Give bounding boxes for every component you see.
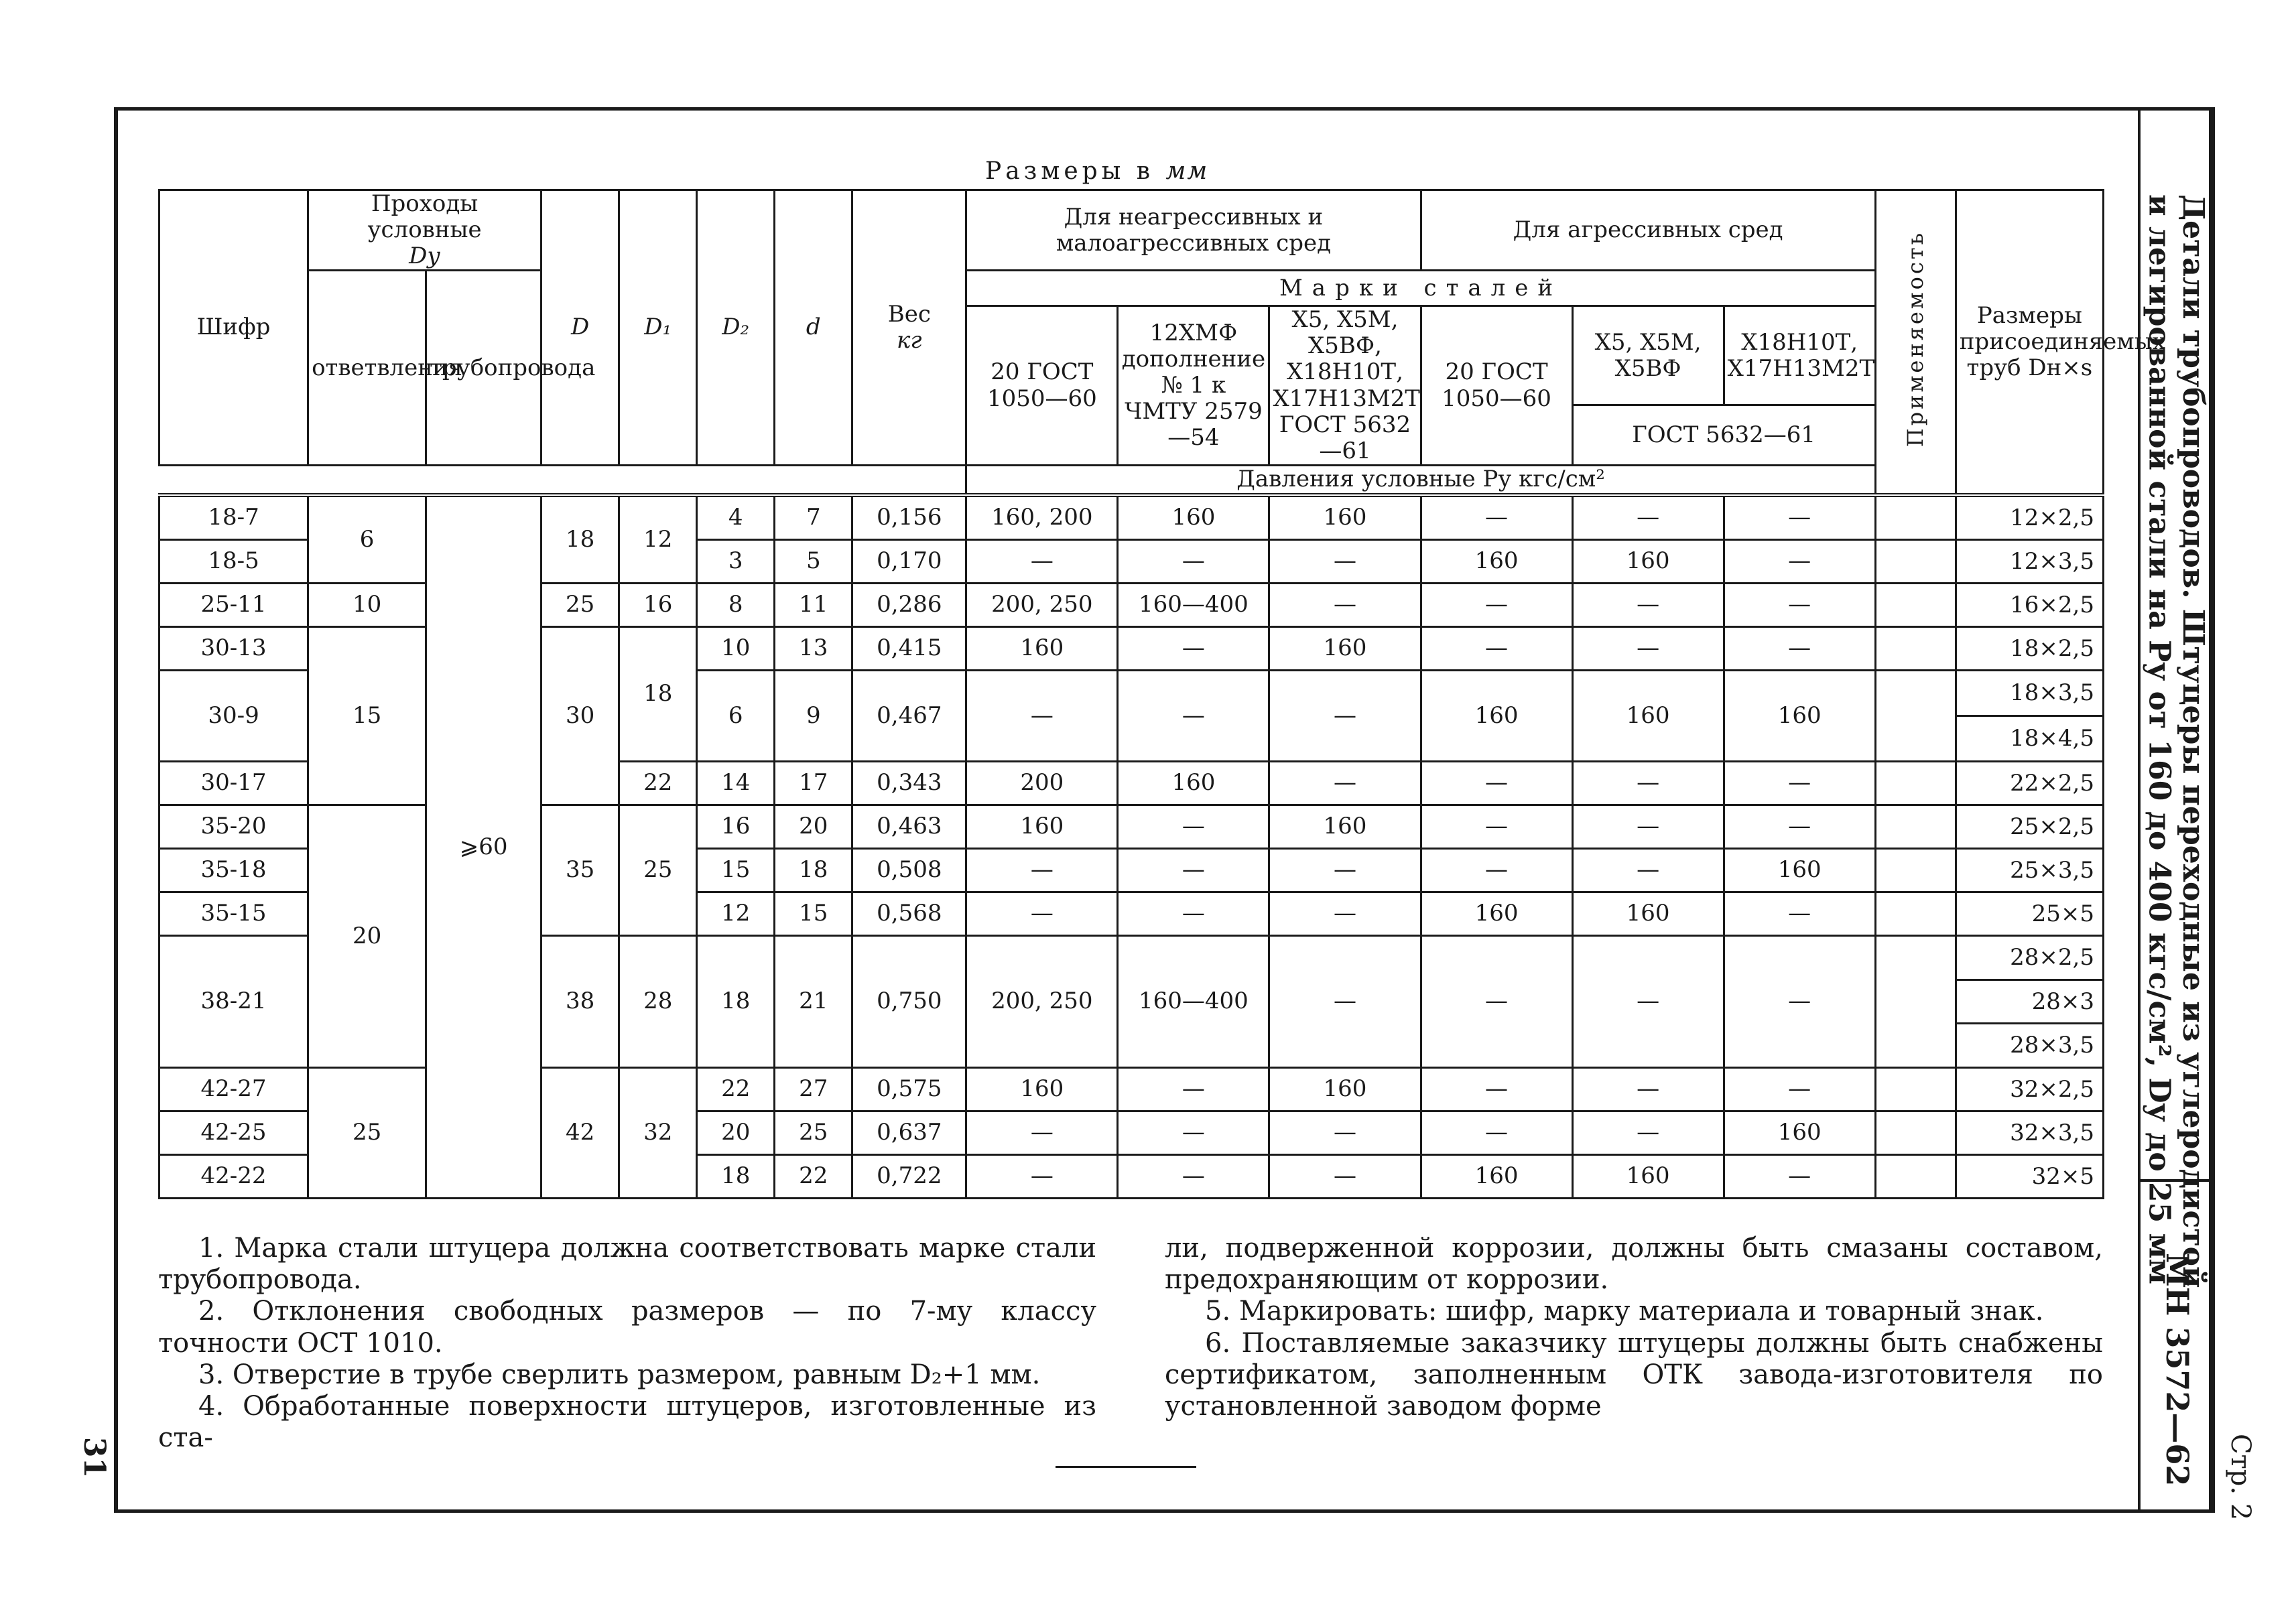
cell-sizes xyxy=(1956,892,2103,935)
cell-ves: 0,575 xyxy=(852,1067,966,1111)
footer-rule xyxy=(1056,1466,1196,1468)
cell-pressure-c1: — xyxy=(966,1154,1118,1198)
pipe-size: 12×3,5 xyxy=(2010,547,2094,575)
cell-shifr: 35-20 xyxy=(160,805,308,848)
cell-pressure-c4: 160 xyxy=(1421,1154,1572,1198)
cell-d2: 12 xyxy=(697,892,775,935)
cell-sizes xyxy=(1956,1111,2103,1154)
cell-pressure-c4: — xyxy=(1421,935,1572,1067)
cell-pressure-c2: — xyxy=(1118,1067,1269,1111)
note-3: 3. Отверстие в трубе сверлить размером, равным D₂+1 мм. xyxy=(198,1359,1041,1390)
cell-d2: 16 xyxy=(697,805,775,848)
th-prim xyxy=(1875,190,1956,495)
pipe-size: 16×2,5 xyxy=(2010,591,2094,618)
th-otv: ответвления xyxy=(308,271,426,466)
cell-pressure-c6: — xyxy=(1724,539,1875,583)
cell-pressure-c1: 200, 250 xyxy=(966,583,1118,626)
th-m2: 12ХМФ дополнение № 1 к ЧМТУ 2579—54 xyxy=(1118,306,1269,466)
th-gost: ГОСТ 5632—61 xyxy=(1572,405,1875,465)
cell-d: 15 xyxy=(775,892,852,935)
cell-sizes xyxy=(1956,761,2103,805)
cell-pressure-c3: — xyxy=(1269,1154,1421,1198)
cell-pressure-c1: — xyxy=(966,892,1118,935)
th-m6: Х18Н10Т, Х17Н13М2Т xyxy=(1724,306,1875,405)
cell-pressure-c5: — xyxy=(1572,1067,1724,1111)
cell-d: 13 xyxy=(775,626,852,670)
cell-pressure-c2: — xyxy=(1118,848,1269,892)
cell-pressure-c3: — xyxy=(1269,848,1421,892)
th-razm: Размеры присоединяемых труб Dн×s xyxy=(1956,190,2103,495)
units-caption-unit: мм xyxy=(1165,157,1209,185)
cell-pressure-c1: 160 xyxy=(966,805,1118,848)
cell-otv: 20 xyxy=(308,805,426,1067)
th-agr: Для агрессивных сред xyxy=(1421,190,1875,271)
cell-pressure-c6: — xyxy=(1724,761,1875,805)
cell-d: 5 xyxy=(775,539,852,583)
cell-primenyaemost xyxy=(1875,495,1956,540)
cell-sizes xyxy=(1956,495,2103,540)
cell-pressure-c5: 160 xyxy=(1572,670,1724,761)
cell-sizes xyxy=(1956,848,2103,892)
pipe-size: 25×5 xyxy=(2031,900,2094,927)
th-shifr: Шифр xyxy=(160,190,308,466)
cell-d1: 28 xyxy=(619,935,697,1067)
cell-pressure-c6: — xyxy=(1724,583,1875,626)
cell-d: 42 xyxy=(541,1067,619,1198)
cell-ves: 0,415 xyxy=(852,626,966,670)
cell-pressure-c2: — xyxy=(1118,805,1269,848)
cell-pressure-c5: — xyxy=(1572,805,1724,848)
cell-primenyaemost xyxy=(1875,935,1956,1067)
cell-sizes xyxy=(1956,539,2103,583)
notes-right xyxy=(1165,1233,2103,1422)
cell-d1: 12 xyxy=(619,495,697,584)
cell-pressure-c5: — xyxy=(1572,495,1724,540)
cell-primenyaemost xyxy=(1875,539,1956,583)
cell-pressure-c5: 160 xyxy=(1572,1154,1724,1198)
cell-shifr: 42-27 xyxy=(160,1067,308,1111)
th-ves-label: Вес xyxy=(887,300,931,328)
cell-pressure-c1: — xyxy=(966,670,1118,761)
cell-ves: 0,286 xyxy=(852,583,966,626)
cell-d: 7 xyxy=(775,495,852,540)
cell-pressure-c2: 160 xyxy=(1118,495,1269,540)
cell-primenyaemost xyxy=(1875,1111,1956,1154)
cell-pressure-c1: — xyxy=(966,539,1118,583)
cell-pressure-c4: 160 xyxy=(1421,670,1572,761)
th-dy: Dу xyxy=(409,243,441,270)
pipe-size: 28×3,5 xyxy=(1957,1022,2102,1067)
cell-d2: 4 xyxy=(697,495,775,540)
cell-pressure-c6: 160 xyxy=(1724,848,1875,892)
cell-shifr: 18-7 xyxy=(160,495,308,540)
cell-otv: 15 xyxy=(308,626,426,805)
cell-pressure-c1: 200, 250 xyxy=(966,935,1118,1067)
cell-d2: 10 xyxy=(697,626,775,670)
cell-d1: 16 xyxy=(619,583,697,626)
pipe-size: 32×5 xyxy=(2031,1162,2094,1190)
note-1: 1. Марка стали штуцера должна соответствовать марке стали трубопровода. xyxy=(158,1233,1096,1296)
cell-pressure-c3: 160 xyxy=(1269,805,1421,848)
cell-pressure-c3: 160 xyxy=(1269,626,1421,670)
cell-d1: 32 xyxy=(619,1067,697,1198)
cell-pressure-c1: — xyxy=(966,1111,1118,1154)
cell-ves: 0,637 xyxy=(852,1111,966,1154)
side-title-line1: Детали трубопроводов. Штуцеры переходные из углеродистой xyxy=(2176,194,2211,1288)
cell-ves: 0,170 xyxy=(852,539,966,583)
cell-pressure-c2: 160—400 xyxy=(1118,583,1269,626)
cell-shifr: 42-25 xyxy=(160,1111,308,1154)
cell-sizes xyxy=(1956,1154,2103,1198)
cell-pressure-c6: — xyxy=(1724,626,1875,670)
cell-pressure-c5: — xyxy=(1572,848,1724,892)
cell-d2: 18 xyxy=(697,1154,775,1198)
cell-d2: 22 xyxy=(697,1067,775,1111)
cell-primenyaemost xyxy=(1875,1067,1956,1111)
page-number: 31 xyxy=(77,1436,112,1479)
cell-d2: 15 xyxy=(697,848,775,892)
cell-pressure-c5: — xyxy=(1572,626,1724,670)
cell-pressure-c5: — xyxy=(1572,1111,1724,1154)
units-caption xyxy=(985,157,1208,185)
cell-d2: 3 xyxy=(697,539,775,583)
cell-pressure-c6: — xyxy=(1724,1067,1875,1111)
cell-d: 38 xyxy=(541,935,619,1067)
cell-pressure-c5: — xyxy=(1572,583,1724,626)
cell-sizes xyxy=(1956,1067,2103,1111)
cell-d: 22 xyxy=(775,1154,852,1198)
cell-primenyaemost xyxy=(1875,761,1956,805)
cell-d2: 14 xyxy=(697,761,775,805)
cell-pressure-c6: — xyxy=(1724,495,1875,540)
cell-pressure-c6: — xyxy=(1724,805,1875,848)
cell-d2: 18 xyxy=(697,935,775,1067)
pipe-size: 22×2,5 xyxy=(2010,769,2094,797)
th-D: D xyxy=(541,190,619,466)
cell-pressure-c4: — xyxy=(1421,495,1572,540)
cell-d1: 25 xyxy=(619,805,697,935)
cell-d: 20 xyxy=(775,805,852,848)
cell-pressure-c4: — xyxy=(1421,1111,1572,1154)
cell-pressure-c4: 160 xyxy=(1421,892,1572,935)
pipe-size: 28×2,5 xyxy=(2010,943,2094,971)
note-2: 2. Отклонения свободных размеров — по 7-му классу точности ОСТ 1010. xyxy=(158,1296,1096,1359)
page-label: Стр. 2 xyxy=(2225,1434,2256,1521)
cell-pressure-c3: 160 xyxy=(1269,1067,1421,1111)
side-title xyxy=(2142,194,2210,1288)
cell-ves: 0,156 xyxy=(852,495,966,540)
cell-shifr: 30-9 xyxy=(160,670,308,761)
cell-d: 35 xyxy=(541,805,619,935)
cell-shifr: 25-11 xyxy=(160,583,308,626)
th-D2: D₂ xyxy=(697,190,775,466)
cell-shifr: 30-13 xyxy=(160,626,308,670)
th-m5: Х5, Х5М, Х5ВФ xyxy=(1572,306,1724,405)
cell-shifr: 42-22 xyxy=(160,1154,308,1198)
cell-d: 11 xyxy=(775,583,852,626)
pipe-size: 18×4,5 xyxy=(1957,715,2102,760)
cell-d: 18 xyxy=(541,495,619,584)
cell-pressure-c2: — xyxy=(1118,1154,1269,1198)
cell-d: 25 xyxy=(775,1111,852,1154)
cell-pressure-c3: — xyxy=(1269,892,1421,935)
cell-pressure-c1: 160, 200 xyxy=(966,495,1118,540)
cell-primenyaemost xyxy=(1875,626,1956,670)
cell-pressure-c6: 160 xyxy=(1724,670,1875,761)
cell-pressure-c6: — xyxy=(1724,1154,1875,1198)
cell-pressure-c4: — xyxy=(1421,761,1572,805)
th-empty xyxy=(160,465,966,495)
cell-pressure-c4: — xyxy=(1421,583,1572,626)
pipe-size: 12×2,5 xyxy=(2010,504,2094,531)
cell-pressure-c3: — xyxy=(1269,670,1421,761)
cell-d: 30 xyxy=(541,626,619,805)
cell-ves: 0,750 xyxy=(852,935,966,1067)
cell-d: 9 xyxy=(775,670,852,761)
th-prohody-label: Проходы условные xyxy=(367,190,482,244)
th-trub: трубопровода xyxy=(426,271,541,466)
cell-pressure-c4: — xyxy=(1421,1067,1572,1111)
cell-pressure-c5: — xyxy=(1572,761,1724,805)
cell-pressure-c4: — xyxy=(1421,626,1572,670)
cell-shifr: 38-21 xyxy=(160,935,308,1067)
cell-sizes xyxy=(1956,805,2103,848)
cell-pressure-c5: — xyxy=(1572,935,1724,1067)
cell-ves: 0,722 xyxy=(852,1154,966,1198)
cell-d1: 22 xyxy=(619,761,697,805)
cell-pressure-c1: 200 xyxy=(966,761,1118,805)
th-prim-label: Применяемость xyxy=(1902,230,1928,448)
note-4-cont: ли, подверженной коррозии, должны быть смазаны составом, предохраняющим от коррозии. xyxy=(1165,1233,2103,1296)
pipe-size: 32×2,5 xyxy=(2010,1075,2094,1103)
table-row xyxy=(160,495,2104,540)
cell-d2: 6 xyxy=(697,670,775,761)
cell-sizes xyxy=(1956,583,2103,626)
cell-d: 18 xyxy=(775,848,852,892)
cell-ves: 0,508 xyxy=(852,848,966,892)
cell-pressure-c1: — xyxy=(966,848,1118,892)
th-ves xyxy=(852,190,966,466)
table-body xyxy=(160,495,2104,1198)
cell-primenyaemost xyxy=(1875,1154,1956,1198)
cell-d2: 8 xyxy=(697,583,775,626)
pipe-size: 18×2,5 xyxy=(2010,634,2094,662)
cell-primenyaemost xyxy=(1875,848,1956,892)
cell-pressure-c1: 160 xyxy=(966,626,1118,670)
cell-d1: 18 xyxy=(619,626,697,761)
cell-otv: 10 xyxy=(308,583,426,626)
cell-d2: 20 xyxy=(697,1111,775,1154)
cell-sizes xyxy=(1956,670,2103,761)
cell-primenyaemost xyxy=(1875,670,1956,761)
th-D1: D₁ xyxy=(619,190,697,466)
cell-pressure-c2: — xyxy=(1118,670,1269,761)
cell-pressure-c6: — xyxy=(1724,892,1875,935)
cell-pressure-c2: — xyxy=(1118,892,1269,935)
pipe-size: 25×2,5 xyxy=(2010,813,2094,840)
standard-number: МН 3572—62 xyxy=(2159,1253,2195,1487)
th-m3: Х5, Х5М, Х5ВФ, Х18Н10Т, Х17Н13М2Т ГОСТ 5632—61 xyxy=(1269,306,1421,466)
th-m4: 20 ГОСТ 1050—60 xyxy=(1421,306,1572,466)
cell-pressure-c3: — xyxy=(1269,539,1421,583)
cell-d: 27 xyxy=(775,1067,852,1111)
cell-pressure-c2: 160 xyxy=(1118,761,1269,805)
pipe-size: 28×3 xyxy=(1957,979,2102,1023)
pipe-size: 18×3,5 xyxy=(2010,679,2094,706)
cell-pressure-c4: 160 xyxy=(1421,539,1572,583)
cell-primenyaemost xyxy=(1875,892,1956,935)
units-caption-lead: Размеры в xyxy=(985,157,1155,185)
cell-shifr: 30-17 xyxy=(160,761,308,805)
th-marki: Марки сталей xyxy=(966,271,1875,306)
cell-sizes xyxy=(1956,935,2103,1067)
cell-shifr: 35-15 xyxy=(160,892,308,935)
cell-d: 21 xyxy=(775,935,852,1067)
cell-pressure-c3: — xyxy=(1269,1111,1421,1154)
cell-ves: 0,568 xyxy=(852,892,966,935)
note-4: 4. Обработанные поверхности штуцеров, изготовленные из ста- xyxy=(158,1390,1096,1454)
cell-primenyaemost xyxy=(1875,805,1956,848)
right-rule xyxy=(2212,107,2215,1513)
th-ves-unit: кг xyxy=(897,326,922,354)
cell-otv: 6 xyxy=(308,495,426,584)
pipe-size: 25×3,5 xyxy=(2010,856,2094,884)
cell-shifr: 18-5 xyxy=(160,539,308,583)
th-davl: Давления условные Pу кгс/см² xyxy=(966,465,1875,495)
cell-ves: 0,467 xyxy=(852,670,966,761)
cell-trub: ⩾60 xyxy=(426,495,541,1198)
cell-ves: 0,463 xyxy=(852,805,966,848)
cell-pressure-c3: 160 xyxy=(1269,495,1421,540)
cell-pressure-c3: — xyxy=(1269,935,1421,1067)
cell-pressure-c6: 160 xyxy=(1724,1111,1875,1154)
cell-pressure-c2: — xyxy=(1118,1111,1269,1154)
side-divider xyxy=(2138,107,2141,1513)
cell-d: 17 xyxy=(775,761,852,805)
cell-pressure-c5: 160 xyxy=(1572,539,1724,583)
cell-otv: 25 xyxy=(308,1067,426,1198)
notes-left xyxy=(158,1233,1096,1454)
cell-pressure-c1: 160 xyxy=(966,1067,1118,1111)
th-neagr: Для неагрессивных и малоагрессивных сред xyxy=(966,190,1421,271)
cell-pressure-c2: — xyxy=(1118,626,1269,670)
th-m1: 20 ГОСТ 1050—60 xyxy=(966,306,1118,466)
cell-ves: 0,343 xyxy=(852,761,966,805)
cell-pressure-c4: — xyxy=(1421,805,1572,848)
cell-d: 25 xyxy=(541,583,619,626)
note-5: 5. Маркировать: шифр, марку материала и товарный знак. xyxy=(1205,1296,2044,1327)
cell-pressure-c2: — xyxy=(1118,539,1269,583)
cell-pressure-c2: 160—400 xyxy=(1118,935,1269,1067)
th-prohody xyxy=(308,190,541,271)
pipe-size: 32×3,5 xyxy=(2010,1119,2094,1146)
cell-pressure-c5: 160 xyxy=(1572,892,1724,935)
cell-shifr: 35-18 xyxy=(160,848,308,892)
cell-primenyaemost xyxy=(1875,583,1956,626)
cell-pressure-c3: — xyxy=(1269,583,1421,626)
cell-pressure-c3: — xyxy=(1269,761,1421,805)
note-6: 6. Поставляемые заказчику штуцеры должны быть снабжены сертификатом, заполненным ОТК завода-изготовителя по установленной заводом форме xyxy=(1165,1327,2103,1422)
cell-sizes xyxy=(1956,626,2103,670)
cell-pressure-c4: — xyxy=(1421,848,1572,892)
cell-pressure-c6: — xyxy=(1724,935,1875,1067)
th-d: d xyxy=(775,190,852,466)
side-title-line2: и легированной стали на Pу от 160 до 400 кгс/см², Dу до 25 мм xyxy=(2142,194,2177,1285)
